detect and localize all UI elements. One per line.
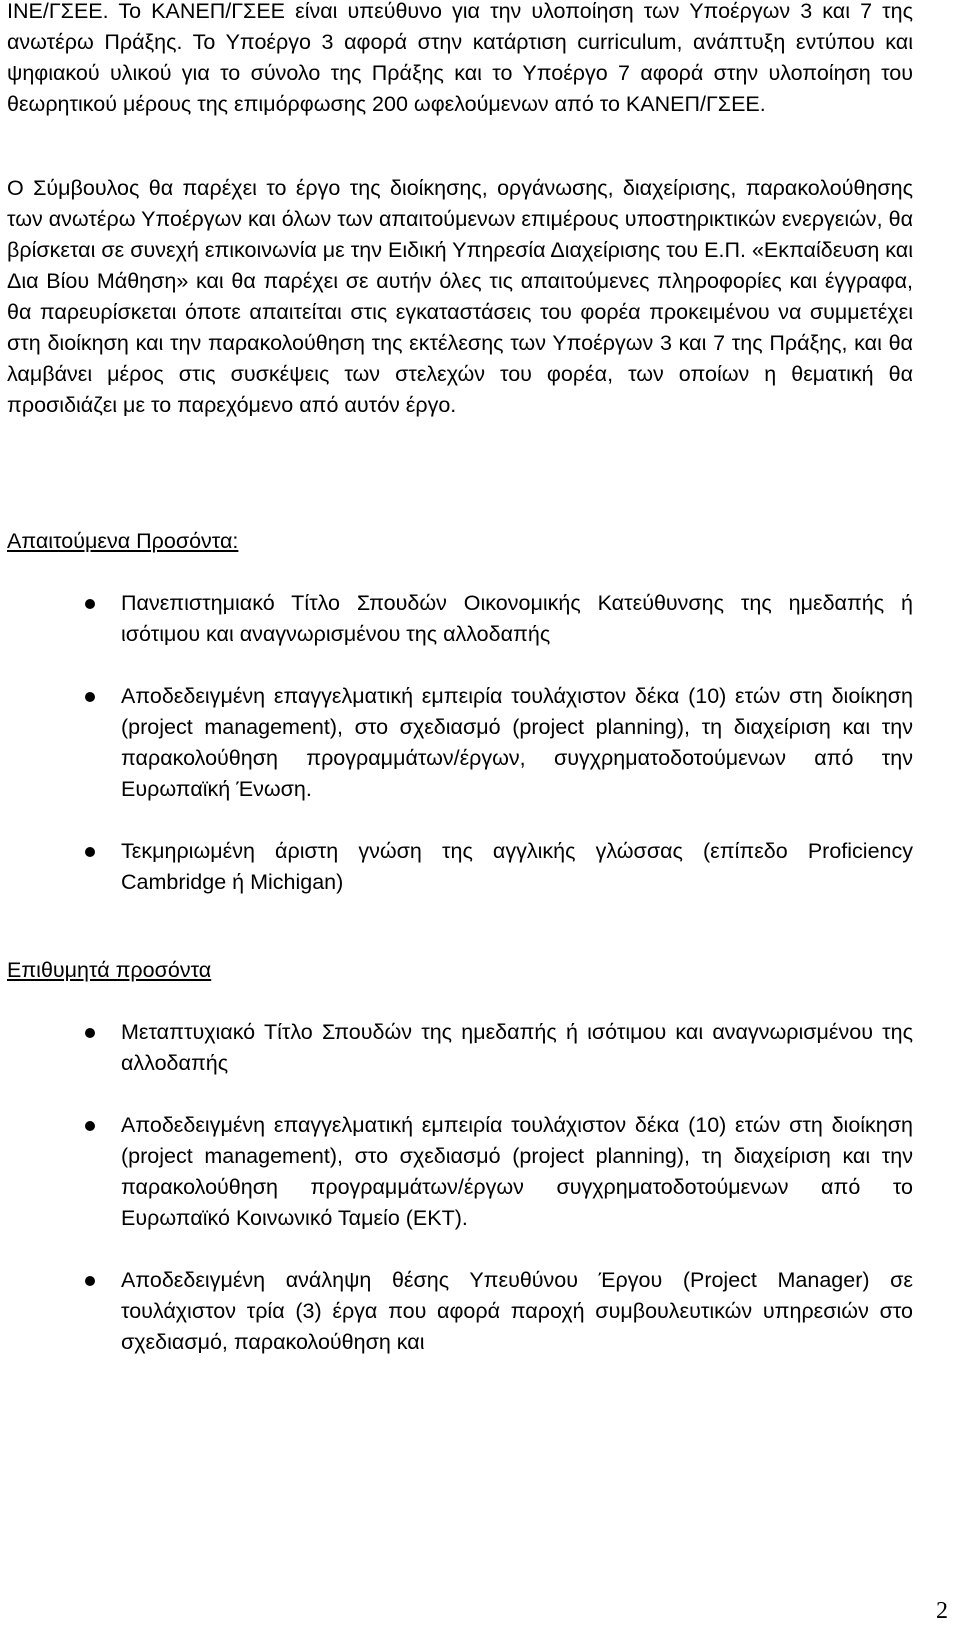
list-item <box>7 588 913 650</box>
list-item-text: Αποδεδειγμένη ανάληψη θέσης Υπευθύνου Έργου (Project Manager) σε τουλάχιστον τρία (3) έργα που αφορά παροχή συμβουλευτικών υπηρεσιών στο σχεδιασμό, παρακολούθηση και <box>121 1268 913 1354</box>
list-item-text: Τεκμηριωμένη άριστη γνώση της αγγλικής γλώσσας (επίπεδο Proficiency Cambridge ή Michigan) <box>121 839 913 894</box>
bullet-icon <box>85 1276 95 1286</box>
desired-qualifications-heading: Επιθυμητά προσόντα <box>7 958 212 982</box>
list-item <box>7 1265 913 1358</box>
required-qualifications-heading: Απαιτούμενα Προσόντα: <box>7 529 239 553</box>
bullet-icon <box>85 599 95 609</box>
list-item-text: Πανεπιστημιακό Τίτλο Σπουδών Οικονομικής Κατεύθυνσης της ημεδαπής ή ισότιμου και αναγνωρισμένου της αλλοδαπής <box>121 591 913 646</box>
paragraph-intro: ΙΝΕ/ΓΣΕΕ. Το ΚΑΝΕΠ/ΓΣΕΕ είναι υπεύθυνο για την υλοποίηση των Υποέργων 3 και 7 της ανωτέρω Πράξης. Το Υποέργο 3 αφορά στην κατάρτιση curriculum, ανάπτυξη εντύπου και ψηφιακού υλικού για το σύνολο της Πράξης και το Υποέργο 7 αφορά στην υλοποίηση του θεωρητικού μέρους της επιμόρφωσης 200 ωφελούμενων από το ΚΑΝΕΠ/ΓΣΕΕ. <box>7 0 913 116</box>
list-item-text: Αποδεδειγμένη επαγγελματική εμπειρία τουλάχιστον δέκα (10) ετών στη διοίκηση (project management), στο σχεδιασμό (project planning), τη διαχείριση και την παρακολούθηση προγραμμάτων/έργων, συγχρηματοδοτούμενων από την Ευρωπαϊκή Ένωση. <box>121 684 913 801</box>
list-item <box>7 836 913 898</box>
bullet-icon <box>85 1121 95 1131</box>
list-item <box>7 681 913 805</box>
bullet-icon <box>85 692 95 702</box>
paragraph-consultant-role: Ο Σύμβουλος θα παρέχει το έργο της διοίκησης, οργάνωσης, διαχείρισης, παρακολούθησης των ανωτέρω Υποέργων και όλων των απαιτούμενων επιμέρους υποστηρικτικών ενεργειών, θα βρίσκεται σε συνεχή επικοινωνία με την Ειδική Υπηρεσία Διαχείρισης του Ε.Π. «Εκπαίδευση και Δια Βίου Μάθηση» και θα παρέχει σε αυτήν όλες τις απαιτούμενες πληροφορίες και έγγραφα, θα παρευρίσκεται όποτε απαιτείται στις εγκαταστάσεις του φορέα προκειμένου να συμμετέχει στη διοίκηση και την παρακολούθηση της εκτέλεσης των Υποέργων 3 και 7 της Πράξης, και θα λαμβάνει μέρος στις συσκέψεις των στελεχών του φορέα, των οποίων η θεματική θα προσιδιάζει με το παρεχόμενο από αυτόν έργο. <box>7 176 913 417</box>
page-number: 2 <box>936 1598 948 1624</box>
required-qualifications-list <box>7 588 913 898</box>
list-item-text: Αποδεδειγμένη επαγγελματική εμπειρία τουλάχιστον δέκα (10) ετών στη διοίκηση (project management), στο σχεδιασμό (project planning), τη διαχείριση και την παρακολούθηση προγραμμάτων/έργων συγχρηματοδοτούμενων από το Ευρωπαϊκό Κοινωνικό Ταμείο (ΕΚΤ). <box>121 1113 913 1230</box>
list-item-text: Μεταπτυχιακό Τίτλο Σπουδών της ημεδαπής ή ισότιμου και αναγνωρισμένου της αλλοδαπής <box>121 1020 913 1075</box>
bullet-icon <box>85 1028 95 1038</box>
bullet-icon <box>85 847 95 857</box>
desired-qualifications-list <box>7 1017 913 1358</box>
list-item <box>7 1110 913 1234</box>
list-item <box>7 1017 913 1079</box>
